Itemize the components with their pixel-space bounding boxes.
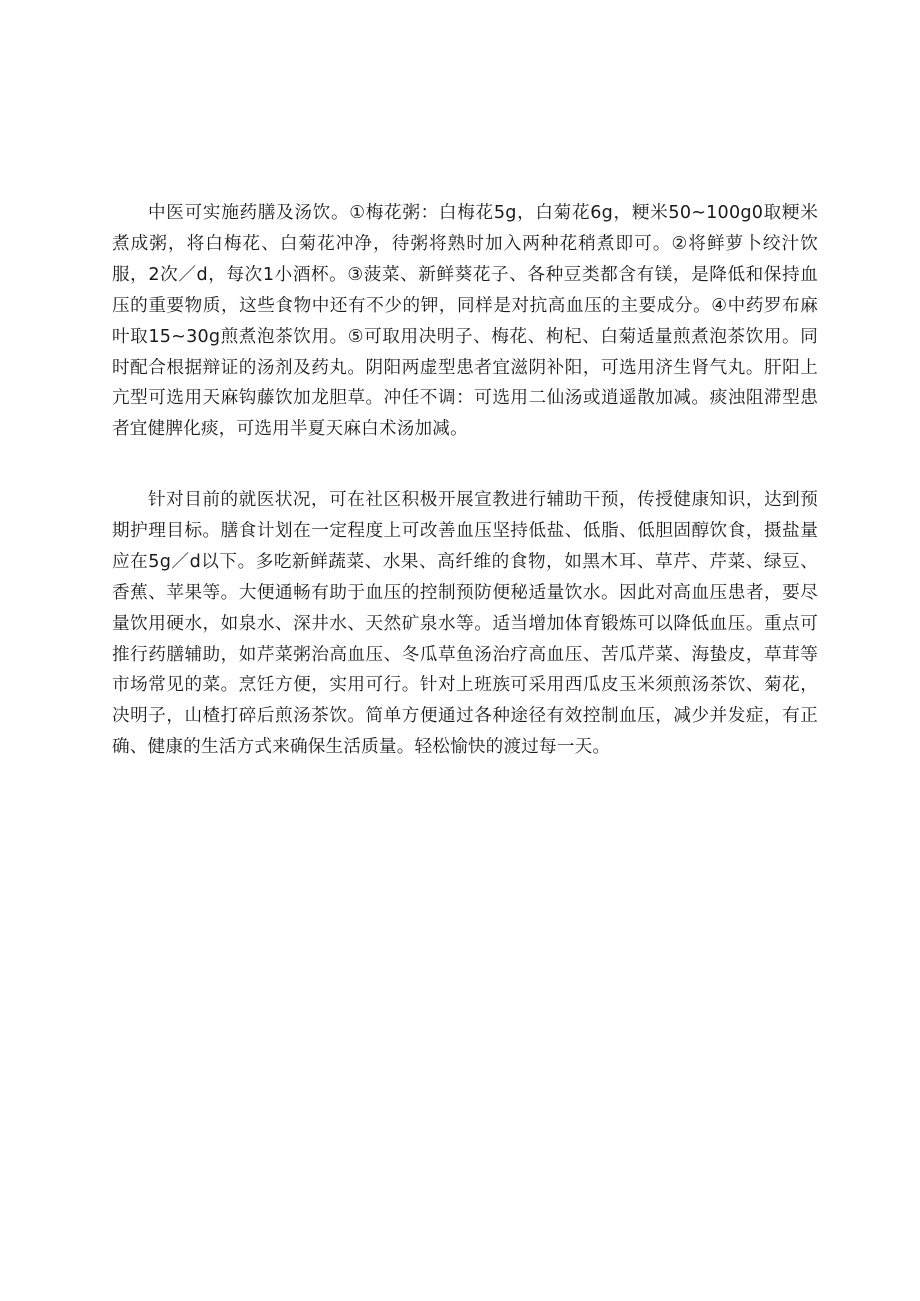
paragraph-community-education: 针对目前的就医状况，可在社区积极开展宣教进行辅助干预，传授健康知识，达到预期护理目标。膳食计划在一定程度上可改善血压坚持低盐、低脂、低胆固醇饮食，摄盐量应在5g／d以下。多吃新鲜蔬菜、水果、高纤维的食物，如黑木耳、草芹、芹菜、绿豆、香蕉、苹果等。大便通畅有助于血压的控制预防便秘适量饮水。因此对高血压患者，要尽量饮用硬水，如泉水、深井水、天然矿泉水等。适当增加体育锻炼可以降低血压。重点可推行药膳辅助，如芹菜粥治高血压、冬瓜草鱼汤治疗高血压、苦瓜芹菜、海蛰皮，草茸等市场常见的菜。烹饪方便，实用可行。针对上班族可采用西瓜皮玉米须煎汤茶饮、菊花，决明子，山楂打碎后煎汤茶饮。简单方便通过各种途径有效控制血压，减少并发症，有正确、健康的生活方式来确保生活质量。轻松愉快的渡过每一天。	[112, 490, 818, 758]
paragraph-dietary-therapy: 中医可实施药膳及汤饮。①梅花粥：白梅花5g，白菊花6g，粳米50~100g0取粳米煮成粥，将白梅花、白菊花冲净，待粥将熟时加入两种花稍煮即可。②将鲜萝卜绞汁饮服，2次／d，每次1小酒杯。③菠菜、新鲜葵花子、各种豆类都含有镁，是降低和保持血压的重要物质，这些食物中还有不少的钾，同样是对抗高血压的主要成分。④中药罗布麻叶取15~30g煎煮泡茶饮用。⑤可取用决明子、梅花、枸杞、白菊适量煎煮泡茶饮用。同时配合根据辩证的汤剂及药丸。阴阳两虚型患者宜滋阴补阳，可选用济生肾气丸。肝阳上亢型可选用天麻钩藤饮加龙胆草。冲任不调：可选用二仙汤或逍遥散加减。痰浊阻滞型患者宜健脾化痰，可选用半夏天麻白术汤加减。	[112, 203, 818, 440]
